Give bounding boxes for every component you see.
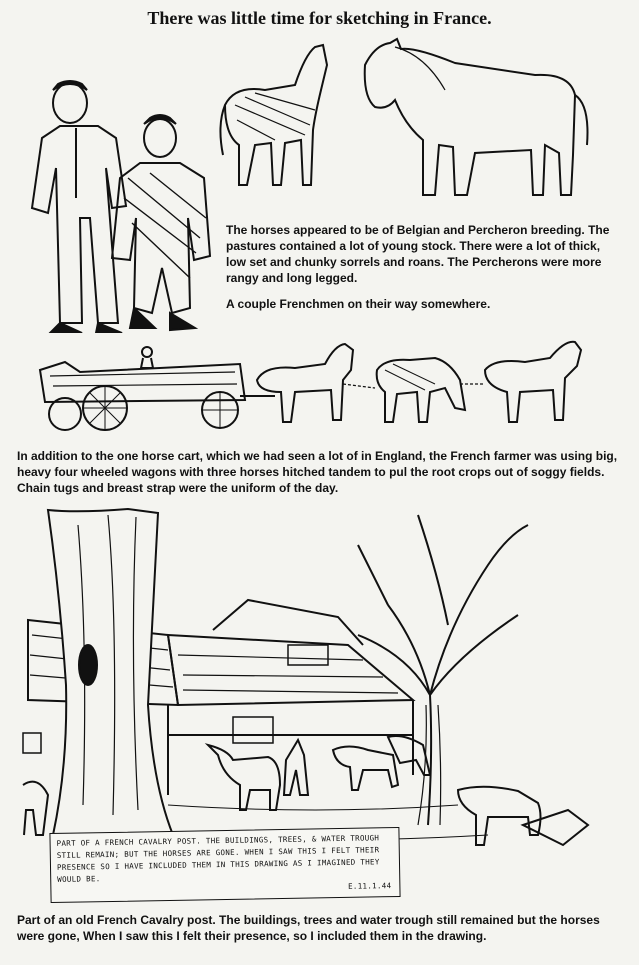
horses-sketch: [215, 35, 595, 215]
cavalry-caption: Part of an old French Cavalry post. The buildings, trees and water trough still remained but the horses were gone, When I saw this I felt their presence, so I included them in the drawing.: [17, 913, 600, 943]
page-title: There was little time for sketching in France.: [147, 8, 492, 28]
handwritten-note: [49, 827, 400, 903]
frenchmen-caption: A couple Frenchmen on their way somewhere.: [226, 297, 491, 311]
signature: E.11.1.44: [347, 881, 392, 891]
horses-caption: The horses appeared to be of Belgian and Percheron breeding. The pastures contained a lot of young stock. There were a lot of thick, low set and chunky sorrels and roans. The Percherons were more rangy and long legged.: [226, 223, 610, 285]
frenchmen-sketch: [20, 38, 220, 333]
handwritten-note-text: PART OF A FRENCH CAVALRY POST. THE BUILDINGS, TREES, & WATER TROUGH STILL REMAIN; BUT THE HORSES ARE GONE. WHEN I SAW THIS I FELT THEIR PRESENCE SO I HAVE INCLUDED THEM IN THIS DRAWING AS I IMAGINED THEY WOULD BE.: [56, 833, 380, 884]
wagon-caption: In addition to the one horse cart, which we had seen a lot of in England, the French farmer was using big, heavy four wheeled wagons with three horses hitched tandem to pul the root crops out of soggy fields. Chain tugs and breast strap were the uniform of the day.: [17, 449, 618, 495]
wagon-sketch: [25, 340, 590, 440]
